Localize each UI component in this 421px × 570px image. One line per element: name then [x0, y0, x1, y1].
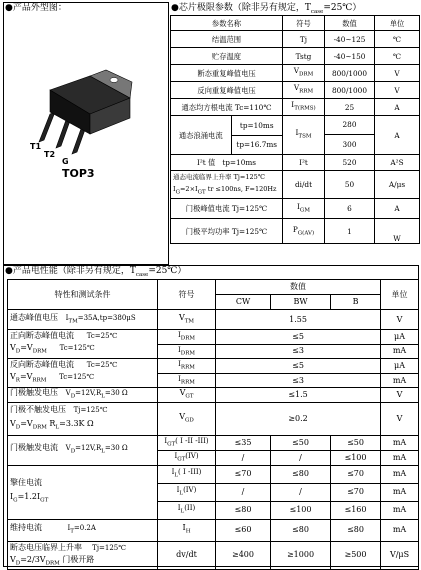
igm-value: 6 [325, 199, 375, 219]
table-row [8, 435, 419, 450]
vgt-symbol: $V_{GT}$ [158, 388, 216, 403]
il-unit-3: mA [381, 501, 419, 519]
il-cw-2: / [216, 483, 271, 501]
table-row [171, 82, 420, 99]
table-row [8, 541, 419, 570]
pgav-value: 1 [325, 219, 375, 244]
surge-value-1: 280 [325, 116, 374, 135]
table-row [171, 99, 420, 116]
irrm-symbol-2: $I_{RRM}$ [158, 373, 216, 388]
ih-b: ≤80 [331, 519, 381, 541]
param-name: 结温范围 [171, 31, 283, 48]
il-bw-2: / [271, 483, 331, 501]
table-row [8, 519, 419, 541]
igt-cond: 门极触发电流 $V_D=12V,R_L=30$ Ω [8, 435, 158, 465]
surge-unit: A [375, 116, 420, 155]
dvdt-bw: ≥1000 [271, 541, 331, 570]
pgav-name: 门极平均功率 Tj=125℃ [171, 219, 283, 244]
table-row [171, 199, 420, 219]
surge-name: 通态浪涌电流 [171, 116, 231, 154]
vgt-cond: 门极触发电压 $V_D=12V,R_L=30$ Ω [8, 388, 158, 403]
table-row [8, 330, 419, 345]
limits-table [170, 15, 420, 244]
idrm-symbol: $I_{DRM}$ [158, 330, 216, 345]
il-cond: 擎住电流 $I_G=1.2I_{GT}$ [8, 465, 158, 519]
electrical-title: ●产品电性能（除非另有规定，$T_{case}=25℃$） [5, 266, 187, 278]
param-symbol: Tstg [283, 48, 325, 65]
param-symbol: $V_{DRM}$ [283, 65, 325, 82]
param-unit: ℃ [375, 31, 420, 48]
i2t-name: I²t 值 tp=10ms [171, 155, 283, 171]
il-symbol-3: $I_L(II)$ [158, 501, 216, 519]
col-header-b: B [331, 295, 381, 310]
il-unit-1: mA [381, 465, 419, 483]
irrm-cond: 反向断态峰值电流 Tc=25℃ $V_R=V_{RRM}$ Tc=125℃ [8, 359, 158, 388]
param-value: 800/1000 [325, 82, 375, 99]
irrm-value-2: ≤3 [216, 373, 381, 388]
igt-b-2: ≤100 [331, 450, 381, 465]
limits-title: ●芯片极限参数（除非另有规定，$T_{case}=25℃$） [171, 3, 362, 15]
i2t-symbol: I²t [283, 155, 325, 171]
param-unit: V [375, 82, 420, 99]
table-row [171, 65, 420, 82]
table-row [8, 388, 419, 403]
param-symbol: Tj [283, 31, 325, 48]
i2t-value: 520 [325, 155, 375, 171]
didt-unit: A/μs [375, 171, 420, 199]
param-symbol: $I_{T(RMS)}$ [283, 99, 325, 116]
dvdt-symbol: dv/dt [158, 541, 216, 570]
surge-symbol: $I_{TSM}$ [283, 116, 325, 155]
param-value: 25 [325, 99, 375, 116]
col-header-symbol: 符号 [158, 280, 216, 310]
igt-cw-1: ≤35 [216, 435, 271, 450]
il-bw-3: ≤100 [271, 501, 331, 519]
param-name: 反向重复峰值电压 [171, 82, 283, 99]
table-row [171, 48, 420, 65]
irrm-unit-2: mA [381, 373, 419, 388]
col-header-unit: 单位 [375, 16, 420, 31]
mounting-hole [110, 78, 118, 83]
col-header-value: 数值 [216, 280, 381, 295]
il-symbol-2: $I_L(IV)$ [158, 483, 216, 501]
dvdt-unit: V/μS [381, 541, 419, 570]
vtm-cond: 通态峰值电压 $I_{TM}=35A,tp=380\mu S$ [8, 310, 158, 330]
igt-cw-2: / [216, 450, 271, 465]
igm-unit: A [375, 199, 420, 219]
vgt-value: ≤1.5 [216, 388, 381, 403]
idrm-cond: 正向断态峰值电流 Tc=25℃ $V_D=V_{DRM}$ Tc=125℃ [8, 330, 158, 359]
vgt-unit: V [381, 388, 419, 403]
igt-bw-1: ≤50 [271, 435, 331, 450]
didt-cond: 通态电流临界上升率 Tj=125℃ $I_G=2\times I_{GT}$ tr ≤100ns, F=120Hz [171, 171, 283, 199]
idrm-unit-1: μA [381, 330, 419, 345]
table-row [8, 465, 419, 483]
igm-symbol: $I_{GM}$ [283, 199, 325, 219]
idrm-unit-2: mA [381, 344, 419, 359]
dvdt-b: ≥500 [331, 541, 381, 570]
igt-symbol-1: $I_{GT}$( I -II -III) [158, 435, 216, 450]
idrm-symbol-2: $I_{DRM}$ [158, 344, 216, 359]
didt-value: 50 [325, 171, 375, 199]
igt-b-1: ≤50 [331, 435, 381, 450]
vtm-symbol: $V_{TM}$ [158, 310, 216, 330]
igt-unit-2: mA [381, 450, 419, 465]
vtm-unit: V [381, 310, 419, 330]
pgav-symbol: $P_{G(AV)}$ [283, 219, 325, 244]
ih-bw: ≤80 [271, 519, 331, 541]
idrm-value-1: ≤5 [216, 330, 381, 345]
ih-cond: 维持电流 $I_T=0.2A$ [8, 519, 158, 541]
surge-cell [171, 116, 283, 155]
irrm-symbol: $I_{RRM}$ [158, 359, 216, 374]
param-value: -40~150 [325, 48, 375, 65]
ih-cw: ≤60 [216, 519, 271, 541]
igt-unit-1: mA [381, 435, 419, 450]
electrical-table [7, 279, 419, 570]
pgav-unit: W [375, 219, 420, 244]
param-unit: A [375, 99, 420, 116]
irrm-unit-1: μA [381, 359, 419, 374]
vgd-unit: V [381, 402, 419, 435]
il-cw-3: ≤80 [216, 501, 271, 519]
il-symbol-1: $I_L$( I -III) [158, 465, 216, 483]
param-symbol: $V_{RRM}$ [283, 82, 325, 99]
param-name: 断态重复峰值电压 [171, 65, 283, 82]
package-name: TOP3 [62, 167, 95, 180]
il-b-3: ≤160 [331, 501, 381, 519]
ih-symbol: $I_H$ [158, 519, 216, 541]
table-row [171, 116, 420, 155]
vgd-symbol: $V_{GD}$ [158, 402, 216, 435]
surge-cond-1: tp=10ms [231, 116, 282, 135]
param-value: -40~125 [325, 31, 375, 48]
col-header-bw: BW [271, 295, 331, 310]
param-name: 贮存温度 [171, 48, 283, 65]
col-header-unit: 单位 [381, 280, 419, 310]
col-header-value: 数值 [325, 16, 375, 31]
surge-values [325, 116, 375, 155]
table-row [171, 31, 420, 48]
table-row [171, 155, 420, 171]
il-cw-1: ≤70 [216, 465, 271, 483]
param-name: 通态均方根电流 Tc=110℃ [171, 99, 283, 116]
il-unit-2: mA [381, 483, 419, 501]
i2t-unit: A²S [375, 155, 420, 171]
pin-label-g: G [62, 157, 69, 166]
vgd-cond: 门极不触发电压 Tj=125℃ $V_D=V_{DRM}$ $R_L=3.3K$ Ω [8, 402, 158, 435]
col-header-symbol: 符号 [283, 16, 325, 31]
col-header-param: 参数名称 [171, 16, 283, 31]
surge-cond-2: tp=16.7ms [236, 140, 278, 150]
dvdt-cw: ≥400 [216, 541, 271, 570]
dvdt-cond: 断态电压临界上升率 Tj=125℃ $V_D=2/3V_{DRM}$ 门极开路 [8, 541, 158, 570]
param-value: 800/1000 [325, 65, 375, 82]
table-row [171, 219, 420, 244]
outline-title: ●产品外型图： [5, 3, 67, 13]
table-row [171, 171, 420, 199]
pin-label-t2: T2 [44, 150, 56, 159]
idrm-value-2: ≤3 [216, 344, 381, 359]
table-row [8, 310, 419, 330]
ih-unit: mA [381, 519, 419, 541]
vgd-value: ≥0.2 [216, 402, 381, 435]
pin-label-t1: T1 [30, 142, 42, 151]
param-unit: ℃ [375, 48, 420, 65]
col-header-char: 特性和测试条件 [8, 280, 158, 310]
il-bw-1: ≤80 [271, 465, 331, 483]
col-header-cw: CW [216, 295, 271, 310]
vtm-value: 1.55 [216, 310, 381, 330]
il-b-1: ≤70 [331, 465, 381, 483]
table-row [8, 402, 419, 435]
il-b-2: ≤70 [331, 483, 381, 501]
table-row [8, 359, 419, 374]
param-unit: V [375, 65, 420, 82]
surge-value-2: 300 [342, 140, 357, 149]
top3-package-drawing [28, 68, 138, 158]
irrm-value-1: ≤5 [216, 359, 381, 374]
igt-bw-2: / [271, 450, 331, 465]
igt-symbol-2: $I_{GT}(IV)$ [158, 450, 216, 465]
igm-name: 门极峰值电流 Tj=125℃ [171, 199, 283, 219]
didt-symbol: di/dt [283, 171, 325, 199]
